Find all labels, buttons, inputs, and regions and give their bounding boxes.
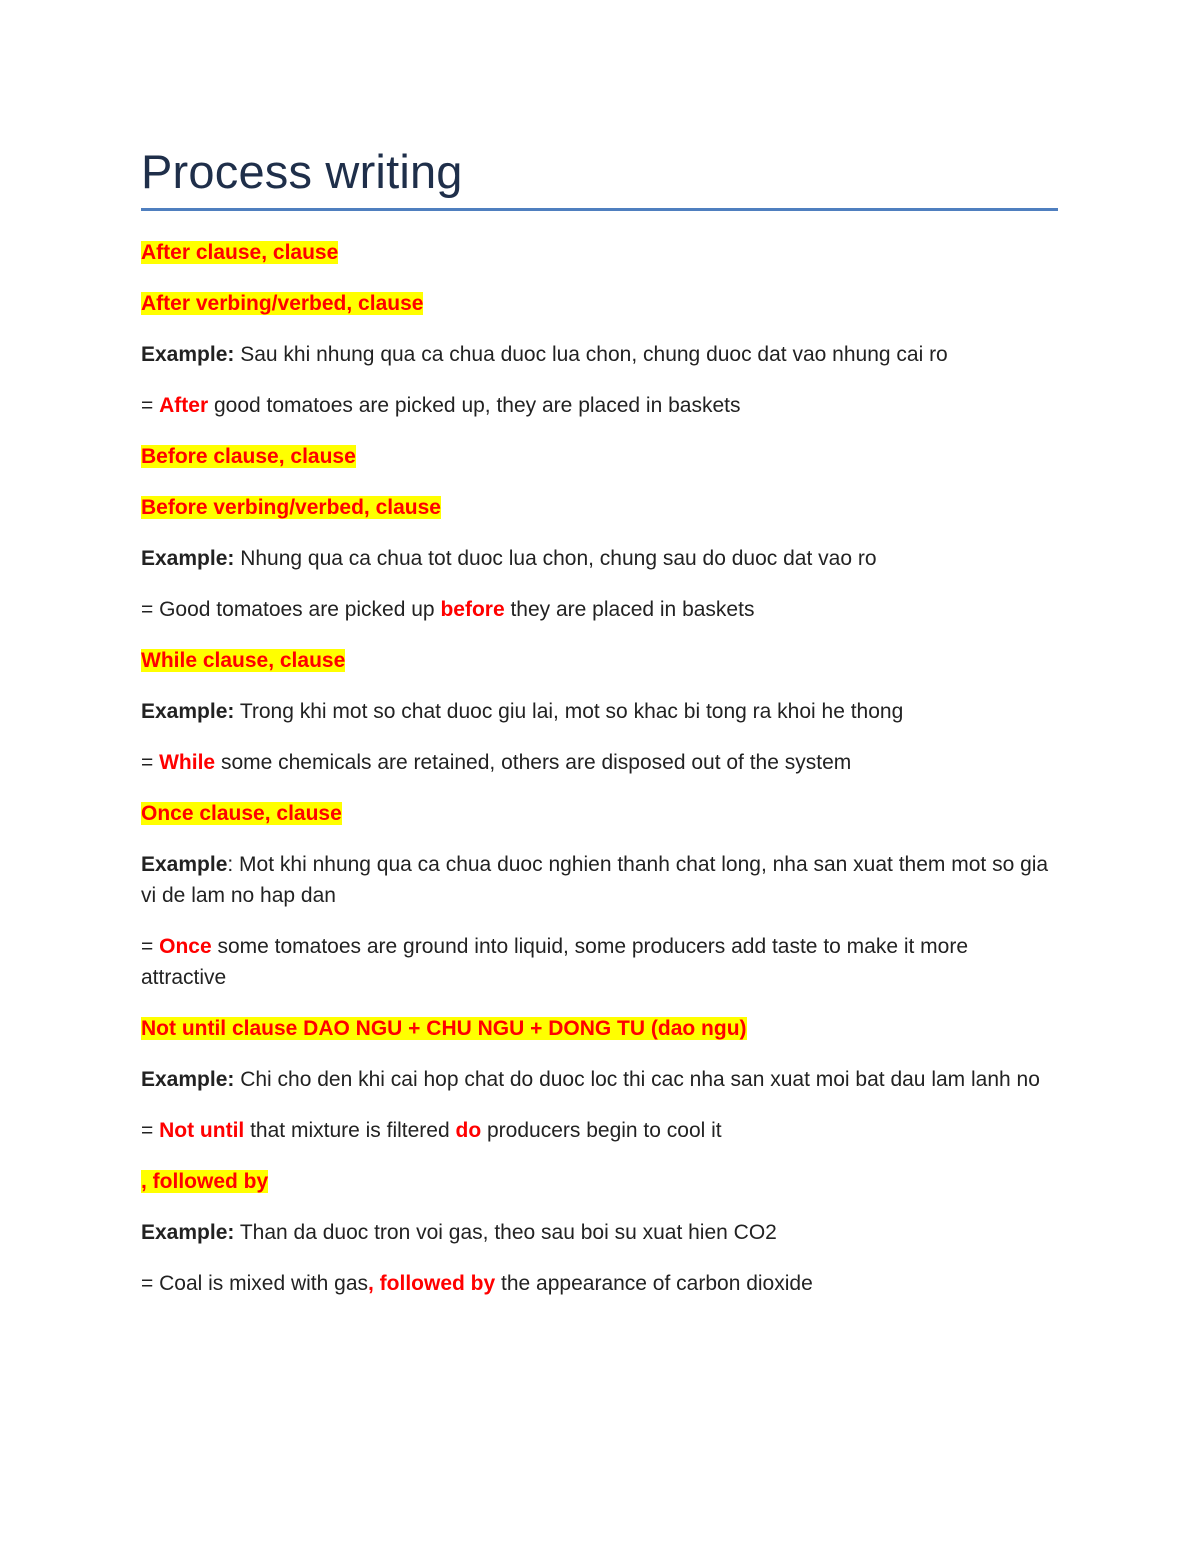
after-pattern-2 [141,288,1058,319]
while-translation [141,747,1058,778]
equals-sign: = [141,935,160,958]
translation-prefix: = Good tomatoes are picked up [141,598,441,621]
after-pattern-1-text: After clause, clause [141,241,339,264]
followed-by-example [141,1217,1058,1248]
once-example [141,849,1058,911]
while-pattern-1-text: While clause, clause [141,649,346,672]
example-label: Example: [141,547,235,570]
after-example [141,339,1058,370]
equals-sign: = [141,1119,160,1142]
keyword: Once [159,935,212,958]
title-underline [141,208,1058,211]
equals-sign: = [141,394,160,417]
page-title: Process writing [141,145,463,198]
example-text: Nhung qua ca chua tot duoc lua chon, chung sau do duoc dat vao ro [234,547,877,570]
while-pattern-1 [141,645,1058,676]
followed-by-pattern-1-text: , followed by [141,1170,269,1193]
not-until-translation [141,1115,1058,1146]
before-pattern-2 [141,492,1058,523]
example-text: : Mot khi nhung qua ca chua duoc nghien thanh chat long, nha san xuat them mot so gia vi de lam no hap dan [141,853,1049,907]
before-pattern-2-text: Before verbing/verbed, clause [141,496,441,519]
once-translation [141,931,1058,993]
equals-sign: = [141,751,160,774]
not-until-example [141,1064,1058,1095]
translation-text: the appearance of carbon dioxide [495,1272,813,1295]
followed-by-pattern-1 [141,1166,1058,1197]
while-example [141,696,1058,727]
keyword: While [159,751,216,774]
example-label: Example: [141,343,235,366]
example-label: Example [141,853,228,876]
after-pattern-1 [141,237,1058,268]
keyword: , followed by [368,1272,496,1295]
before-translation [141,594,1058,625]
not-until-pattern-1 [141,1013,1058,1044]
example-label: Example: [141,1221,235,1244]
example-text: Trong khi mot so chat duoc giu lai, mot so khac bi tong ra khoi he thong [234,700,904,723]
keyword: Not until [159,1119,245,1142]
keyword-2: do [455,1119,482,1142]
keyword: After [159,394,209,417]
translation-text: producers begin to cool it [481,1119,722,1142]
once-pattern-1 [141,798,1058,829]
translation-prefix: = Coal is mixed with gas [141,1272,369,1295]
example-label: Example: [141,1068,235,1091]
after-translation [141,390,1058,421]
before-pattern-1 [141,441,1058,472]
keyword: before [440,598,505,621]
translation-text: some tomatoes are ground into liquid, some producers add taste to make it more attractive [141,935,969,989]
translation-middle: that mixture is filtered [244,1119,456,1142]
after-pattern-2-text: After verbing/verbed, clause [141,292,424,315]
translation-text: good tomatoes are picked up, they are placed in baskets [208,394,741,417]
document-page [141,140,1058,1319]
once-pattern-1-text: Once clause, clause [141,802,342,825]
example-text: Sau khi nhung qua ca chua duoc lua chon, chung duoc dat vao nhung cai ro [234,343,948,366]
before-example [141,543,1058,574]
before-pattern-1-text: Before clause, clause [141,445,356,468]
example-text: Than da duoc tron voi gas, theo sau boi su xuat hien CO2 [234,1221,777,1244]
example-text: Chi cho den khi cai hop chat do duoc loc thi cac nha san xuat moi bat dau lam lanh no [234,1068,1040,1091]
translation-text: some chemicals are retained, others are disposed out of the system [215,751,852,774]
followed-by-translation [141,1268,1058,1299]
not-until-pattern-1-text: Not until clause DAO NGU + CHU NGU + DONG TU (dao ngu) [141,1017,747,1040]
translation-text: they are placed in baskets [504,598,755,621]
example-label: Example: [141,700,235,723]
